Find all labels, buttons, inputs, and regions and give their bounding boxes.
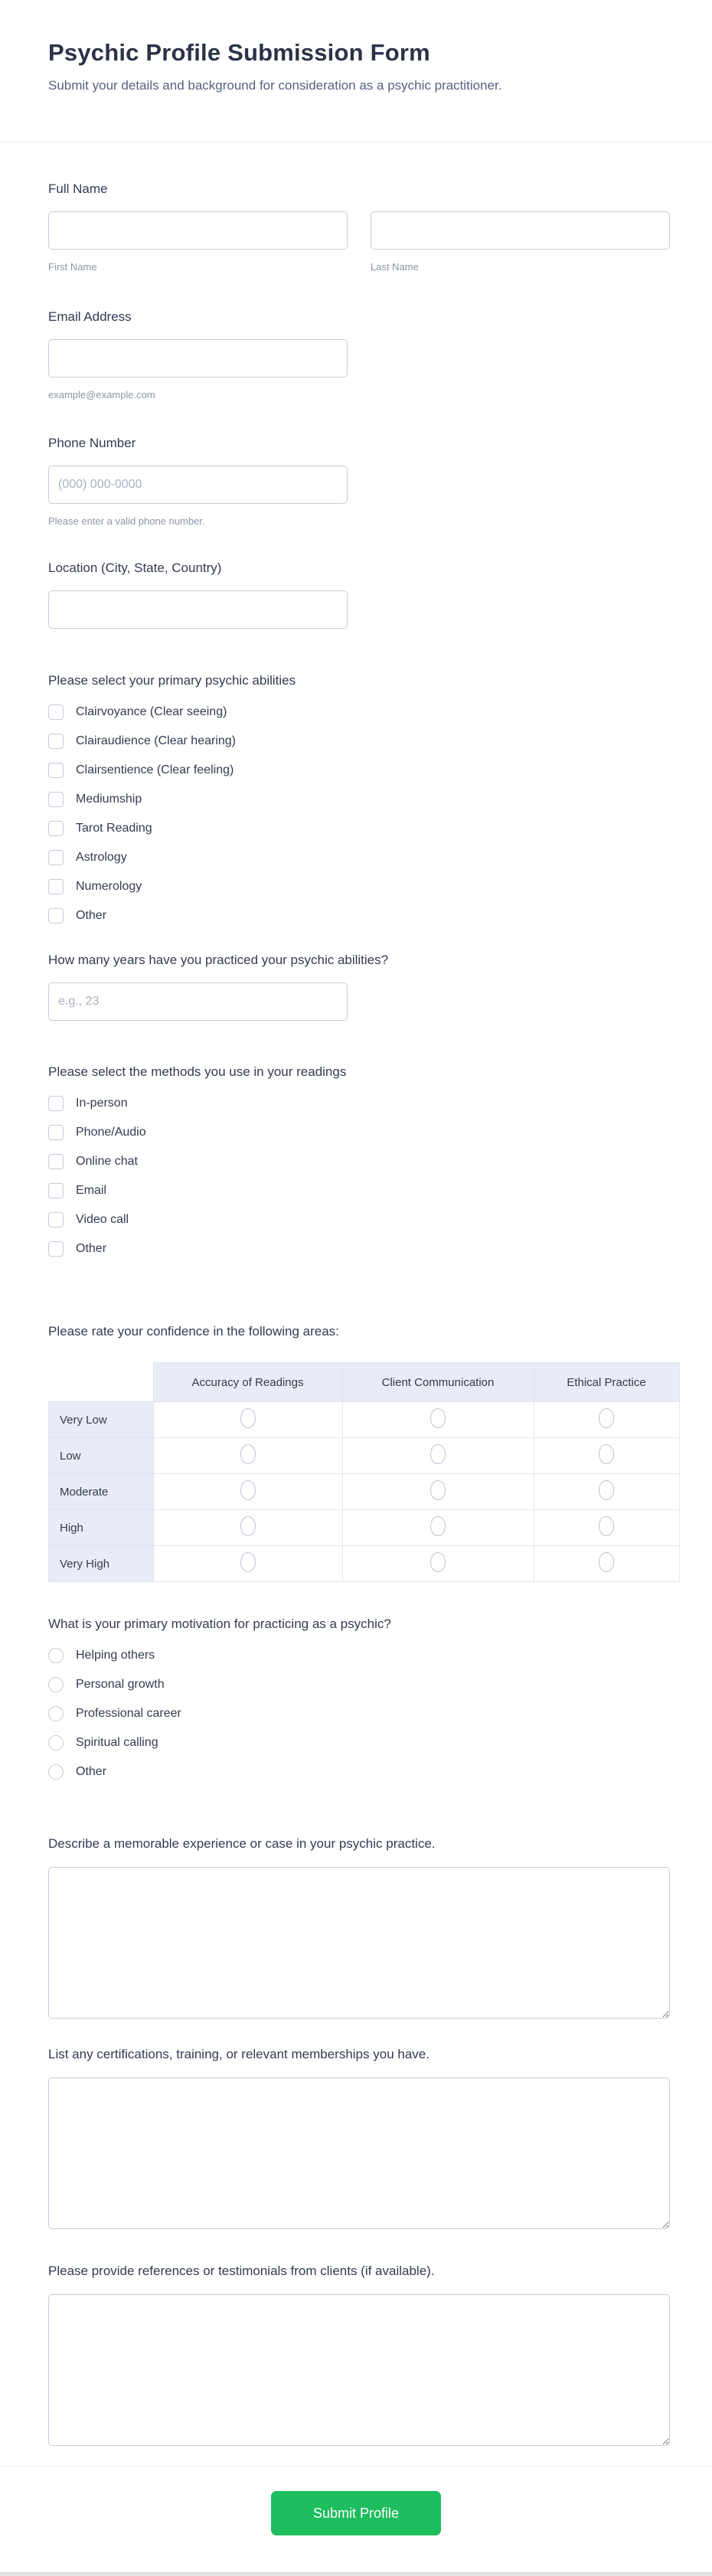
matrix-radio[interactable] — [599, 1444, 614, 1464]
checkbox[interactable] — [48, 1241, 64, 1257]
option-label: Clairvoyance (Clear seeing) — [76, 705, 227, 718]
option-label: In-person — [76, 1097, 128, 1110]
checkbox-option[interactable] — [48, 814, 670, 843]
matrix-cell[interactable] — [534, 1438, 679, 1474]
checkbox-option[interactable] — [48, 1234, 670, 1263]
matrix-radio[interactable] — [599, 1480, 614, 1500]
field-certifications — [48, 2046, 670, 2229]
matrix-row-label: Moderate — [49, 1474, 154, 1510]
confidence-matrix — [48, 1362, 680, 1582]
checkbox-option[interactable] — [48, 872, 670, 901]
matrix-row-label: Very Low — [49, 1402, 154, 1438]
matrix-cell[interactable] — [153, 1546, 342, 1582]
option-label: Clairsentience (Clear feeling) — [76, 763, 234, 776]
option-label: Video call — [76, 1213, 129, 1226]
radio-button[interactable] — [48, 1764, 64, 1780]
matrix-row — [49, 1510, 680, 1546]
matrix-cell[interactable] — [153, 1438, 342, 1474]
checkbox-option[interactable] — [48, 727, 670, 756]
option-label: Other — [76, 909, 107, 922]
matrix-radio[interactable] — [430, 1408, 446, 1428]
submit-button[interactable]: Submit Profile — [271, 2491, 441, 2535]
checkbox[interactable] — [48, 763, 64, 778]
years-label: How many years have you practiced your psychic abilities? — [48, 953, 389, 967]
location-input[interactable] — [48, 590, 348, 629]
email-label: Email Address — [48, 309, 132, 324]
field-email — [48, 309, 670, 401]
matrix-row-label: Low — [49, 1438, 154, 1474]
matrix-row-label: High — [49, 1510, 154, 1546]
matrix-radio[interactable] — [240, 1480, 256, 1500]
radio-option[interactable] — [48, 1641, 670, 1670]
option-label: Phone/Audio — [76, 1126, 146, 1139]
phone-label: Phone Number — [48, 436, 136, 450]
checkbox-option[interactable] — [48, 785, 670, 814]
radio-option[interactable] — [48, 1728, 670, 1757]
matrix-radio[interactable] — [430, 1516, 446, 1536]
matrix-column-header: Client Communication — [342, 1363, 534, 1402]
confidence-label: Please rate your confidence in the following areas: — [48, 1324, 339, 1339]
matrix-row — [49, 1546, 680, 1582]
checkbox[interactable] — [48, 1154, 64, 1169]
checkbox[interactable] — [48, 704, 64, 720]
matrix-corner-cell — [49, 1363, 154, 1402]
form-content — [48, 0, 670, 2466]
last-name-input[interactable] — [371, 211, 670, 250]
form-footer — [0, 2491, 712, 2535]
methods-label: Please select the methods you use in your readings — [48, 1064, 347, 1079]
matrix-row — [49, 1474, 680, 1510]
checkbox[interactable] — [48, 1096, 64, 1111]
option-label: Other — [76, 1242, 107, 1255]
checkbox-option[interactable] — [48, 756, 670, 785]
matrix-radio[interactable] — [430, 1480, 446, 1500]
first-name-sublabel: First Name — [48, 261, 97, 273]
abilities-options — [48, 698, 670, 930]
methods-options — [48, 1089, 670, 1263]
matrix-cell[interactable] — [153, 1402, 342, 1438]
matrix-radio[interactable] — [240, 1444, 256, 1464]
option-label: Helping others — [76, 1649, 155, 1662]
phone-input[interactable] — [48, 466, 348, 504]
last-name-sublabel: Last Name — [371, 261, 419, 273]
option-label: Email — [76, 1184, 107, 1197]
option-label: Professional career — [76, 1707, 181, 1720]
radio-button[interactable] — [48, 1648, 64, 1663]
option-label: Personal growth — [76, 1678, 165, 1691]
matrix-body — [49, 1402, 680, 1582]
matrix-header-row — [49, 1363, 680, 1402]
matrix-column-header: Accuracy of Readings — [153, 1363, 342, 1402]
radio-button[interactable] — [48, 1706, 64, 1721]
field-phone — [48, 435, 670, 528]
checkbox-option[interactable] — [48, 1118, 670, 1147]
matrix-radio[interactable] — [430, 1552, 446, 1572]
checkbox[interactable] — [48, 821, 64, 836]
matrix-cell[interactable] — [342, 1474, 534, 1510]
field-methods — [48, 1064, 670, 1263]
field-references — [48, 2263, 670, 2446]
matrix-cell[interactable] — [153, 1474, 342, 1510]
field-abilities — [48, 672, 670, 930]
email-sublabel: example@example.com — [48, 389, 155, 400]
checkbox-option[interactable] — [48, 843, 670, 872]
matrix-radio[interactable] — [599, 1516, 614, 1536]
field-motivation — [48, 1616, 670, 1787]
checkbox[interactable] — [48, 734, 64, 749]
option-label: Online chat — [76, 1155, 138, 1168]
checkbox[interactable] — [48, 792, 64, 807]
matrix-cell[interactable] — [342, 1402, 534, 1438]
field-experience — [48, 1836, 670, 2019]
matrix-cell[interactable] — [534, 1546, 679, 1582]
matrix-row-label: Very High — [49, 1546, 154, 1582]
matrix-radio[interactable] — [430, 1444, 446, 1464]
matrix-radio[interactable] — [599, 1408, 614, 1428]
matrix-cell[interactable] — [153, 1510, 342, 1546]
email-input[interactable] — [48, 339, 348, 378]
matrix-radio[interactable] — [240, 1516, 256, 1536]
radio-button[interactable] — [48, 1735, 64, 1751]
option-label: Numerology — [76, 880, 142, 893]
option-label: Clairaudience (Clear hearing) — [76, 734, 236, 747]
option-label: Other — [76, 1765, 107, 1778]
field-location — [48, 560, 670, 629]
field-full-name — [48, 181, 670, 273]
matrix-cell[interactable] — [534, 1474, 679, 1510]
references-textarea[interactable] — [48, 2294, 670, 2446]
field-confidence — [48, 1323, 670, 1582]
references-label: Please provide references or testimonials from clients (if available). — [48, 2264, 435, 2278]
checkbox-option[interactable] — [48, 1089, 670, 1118]
matrix-row — [49, 1438, 680, 1474]
location-label: Location (City, State, Country) — [48, 561, 222, 575]
phone-sublabel: Please enter a valid phone number. — [48, 515, 205, 527]
field-years — [48, 952, 670, 1021]
checkbox[interactable] — [48, 879, 64, 894]
checkbox[interactable] — [48, 1183, 64, 1198]
matrix-cell[interactable] — [534, 1402, 679, 1438]
checkbox[interactable] — [48, 1125, 64, 1140]
motivation-label: What is your primary motivation for practicing as a psychic? — [48, 1617, 391, 1631]
option-label: Mediumship — [76, 793, 142, 806]
checkbox-option[interactable] — [48, 1205, 670, 1234]
page-bottom-strip — [0, 2572, 712, 2576]
first-name-input[interactable] — [48, 211, 348, 250]
checkbox-option[interactable] — [48, 698, 670, 727]
experience-label: Describe a memorable experience or case in your psychic practice. — [48, 1836, 436, 1851]
certifications-textarea[interactable] — [48, 2077, 670, 2229]
full-name-label: Full Name — [48, 181, 108, 196]
page-title: Psychic Profile Submission Form — [48, 39, 430, 66]
page-subtitle: Submit your details and background for consideration as a psychic practitioner. — [48, 78, 502, 93]
matrix-radio[interactable] — [599, 1552, 614, 1572]
matrix-cell[interactable] — [342, 1510, 534, 1546]
matrix-column-header: Ethical Practice — [534, 1363, 679, 1402]
matrix-row — [49, 1402, 680, 1438]
checkbox[interactable] — [48, 908, 64, 924]
option-label: Astrology — [76, 851, 127, 864]
matrix-cell[interactable] — [342, 1438, 534, 1474]
checkbox-option[interactable] — [48, 1176, 670, 1205]
abilities-label: Please select your primary psychic abilities — [48, 673, 296, 688]
matrix-cell[interactable] — [534, 1510, 679, 1546]
years-input[interactable] — [48, 982, 348, 1021]
certifications-label: List any certifications, training, or relevant memberships you have. — [48, 2047, 429, 2061]
option-label: Spiritual calling — [76, 1736, 158, 1749]
radio-option[interactable] — [48, 1670, 670, 1699]
checkbox[interactable] — [48, 850, 64, 865]
checkbox-option[interactable] — [48, 1147, 670, 1176]
experience-textarea[interactable] — [48, 1867, 670, 2019]
matrix-radio[interactable] — [240, 1408, 256, 1428]
motivation-options — [48, 1641, 670, 1787]
radio-option[interactable] — [48, 1699, 670, 1728]
option-label: Tarot Reading — [76, 822, 152, 835]
radio-option[interactable] — [48, 1757, 670, 1787]
matrix-radio[interactable] — [240, 1552, 256, 1572]
radio-button[interactable] — [48, 1677, 64, 1692]
matrix-cell[interactable] — [342, 1546, 534, 1582]
checkbox-option[interactable] — [48, 901, 670, 930]
checkbox[interactable] — [48, 1212, 64, 1228]
